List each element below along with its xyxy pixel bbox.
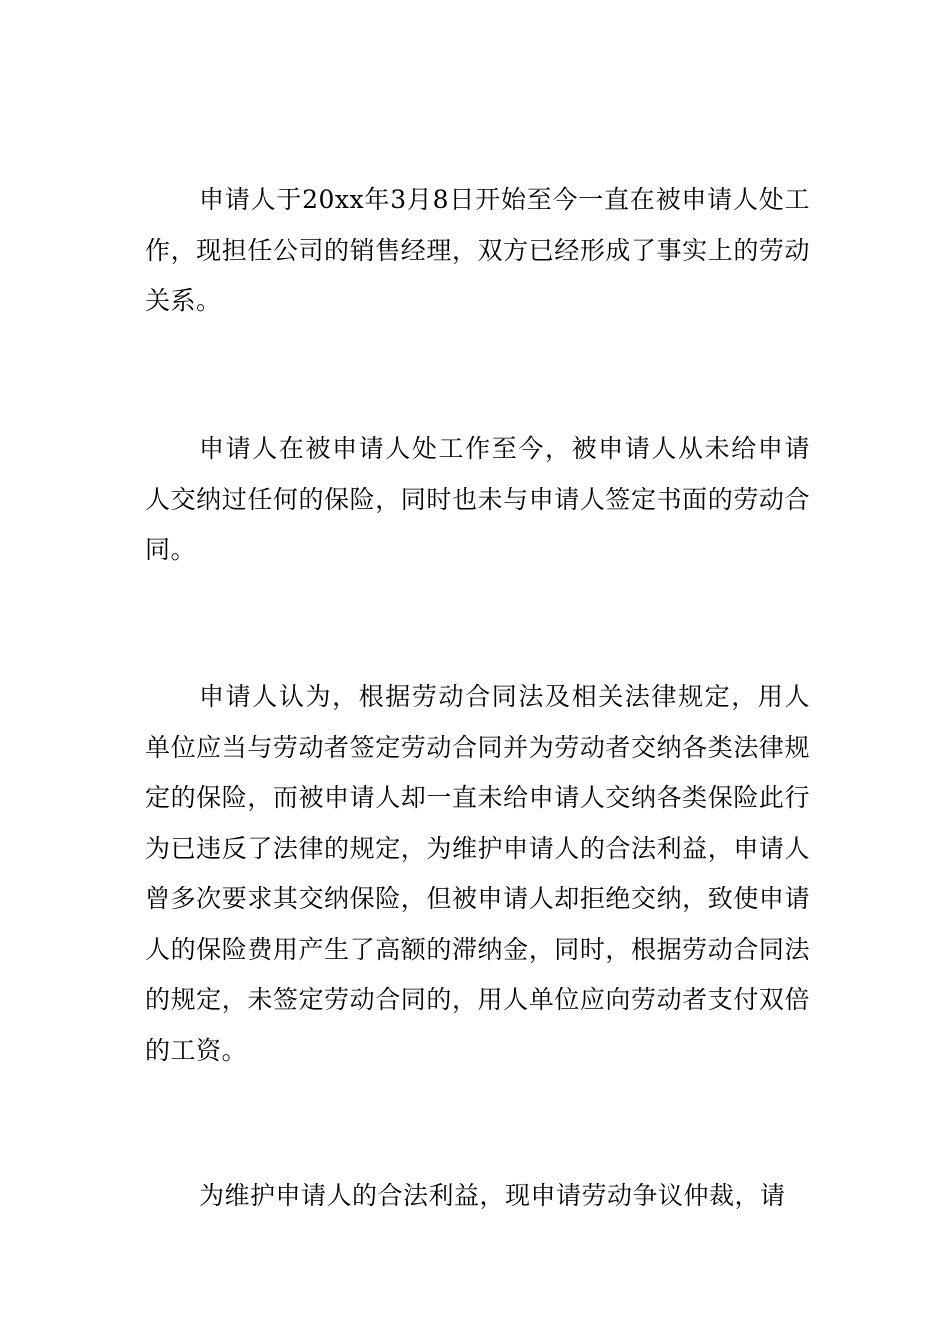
paragraph-no-insurance-no-contract: 申请人在被申请人处工作至今，被申请人从未给申请人交纳过任何的保险，同时也未与申请人签定书面的劳动合同。: [145, 434, 810, 564]
paragraph-arbitration-request: 为维护申请人的合法利益，现申请劳动争议仲裁，请: [199, 1181, 786, 1210]
paragraph-legal-basis: 申请人认为，根据劳动合同法及相关法律规定，用人单位应当与劳动者签定劳动合同并为劳动者交纳各类法律规定的保险，而被申请人却一直未给申请人交纳各类保险此行为已违反了法律的规定，为维护申请人的合法利益，申请人曾多次要求其交纳保险，但被申请人却拒绝交纳，致使申请人的保险费用产生了高额的滞纳金，同时，根据劳动合同法的规定，未签定劳动合同的，用人单位应向劳动者支付双倍的工资。: [145, 682, 810, 1065]
paragraph-employment-relationship: 申请人于20xx年3月8日开始至今一直在被申请人处工作，现担任公司的销售经理，双方已经形成了事实上的劳动关系。: [145, 185, 810, 315]
